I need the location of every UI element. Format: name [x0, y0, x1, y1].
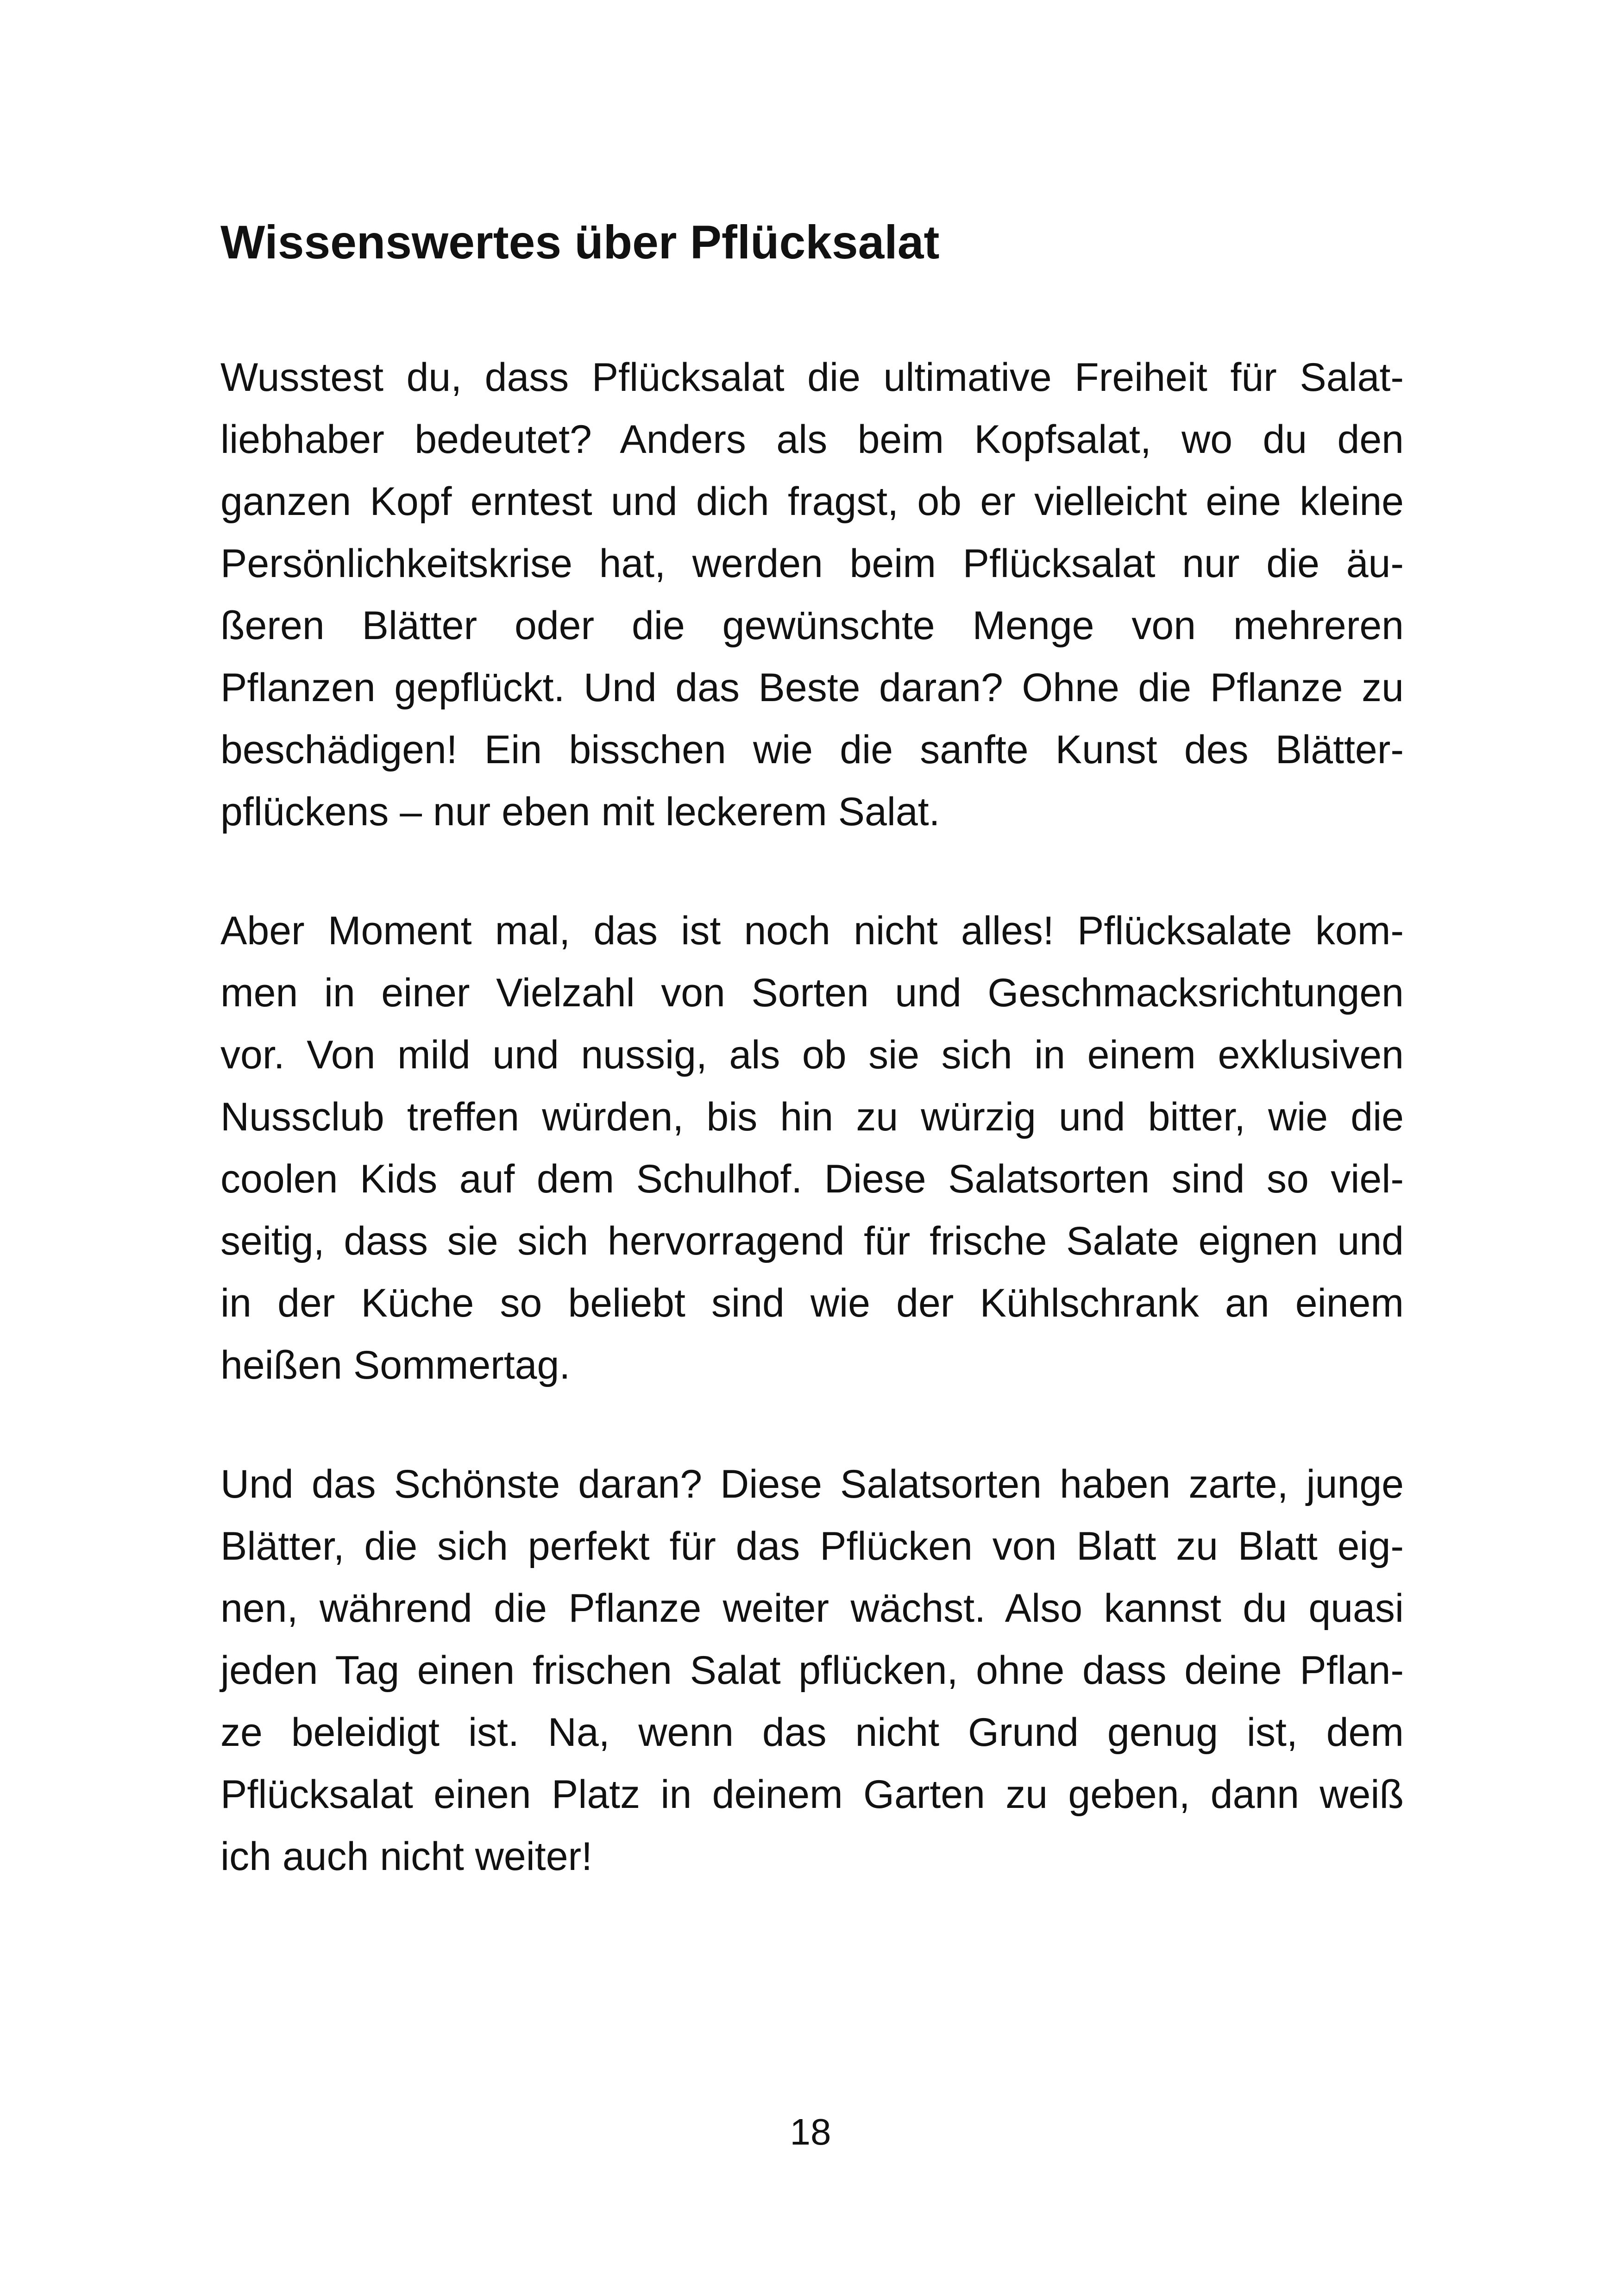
- paragraph-1: [220, 346, 1404, 843]
- text-line: coolen Kids auf dem Schulhof. Diese Salatsorten sind so viel-: [220, 1157, 1404, 1201]
- text-line: Wusstest du, dass Pflücksalat die ultimative Freiheit für Salat-: [220, 355, 1404, 400]
- text-line: Aber Moment mal, das ist noch nicht alles! Pflücksalate kom-: [220, 909, 1404, 953]
- text-line: liebhaber bedeutet? Anders als beim Kopfsalat, wo du den: [220, 417, 1404, 462]
- text-line: ze beleidigt ist. Na, wenn das nicht Grund genug ist, dem: [220, 1710, 1404, 1755]
- text-line: heißen Sommertag.: [220, 1343, 571, 1387]
- text-line: seitig, dass sie sich hervorragend für frische Salate eignen und: [220, 1219, 1404, 1263]
- text-line: Nussclub treffen würden, bis hin zu würzig und bitter, wie die: [220, 1095, 1404, 1139]
- text-line: Pflücksalat einen Platz in deinem Garten zu geben, dann weiß: [220, 1772, 1404, 1817]
- text-line: ganzen Kopf erntest und dich fragst, ob er vielleicht eine kleine: [220, 479, 1404, 524]
- text-line: jeden Tag einen frischen Salat pflücken, ohne dass deine Pflan-: [220, 1648, 1404, 1693]
- text-line: beschädigen! Ein bisschen wie die sanfte Kunst des Blätter-: [220, 728, 1404, 772]
- paragraph-3: [220, 1453, 1404, 1888]
- text-line: ich auch nicht weiter!: [220, 1834, 593, 1879]
- paragraph-2: [220, 900, 1404, 1396]
- text-line: Blätter, die sich perfekt für das Pflücken von Blatt zu Blatt eig-: [220, 1524, 1404, 1568]
- page-number: 18: [790, 2111, 831, 2152]
- text-line: men in einer Vielzahl von Sorten und Geschmacksrichtungen: [220, 971, 1404, 1015]
- text-line: pflückens – nur eben mit leckerem Salat.: [220, 790, 940, 834]
- page-heading: Wissenswertes über Pflücksalat: [220, 216, 940, 269]
- text-line: Und das Schönste daran? Diese Salatsorten haben zarte, junge: [220, 1462, 1404, 1506]
- text-line: Pflanzen gepflückt. Und das Beste daran? Ohne die Pflanze zu: [220, 665, 1404, 710]
- text-line: in der Küche so beliebt sind wie der Kühlschrank an einem: [220, 1281, 1404, 1325]
- text-line: nen, während die Pflanze weiter wächst. Also kannst du quasi: [220, 1586, 1404, 1631]
- text-line: Persönlichkeitskrise hat, werden beim Pflücksalat nur die äu-: [220, 541, 1404, 586]
- text-line: vor. Von mild und nussig, als ob sie sich in einem exklusiven: [220, 1033, 1404, 1077]
- text-line: ßeren Blätter oder die gewünschte Menge von mehreren: [220, 603, 1404, 648]
